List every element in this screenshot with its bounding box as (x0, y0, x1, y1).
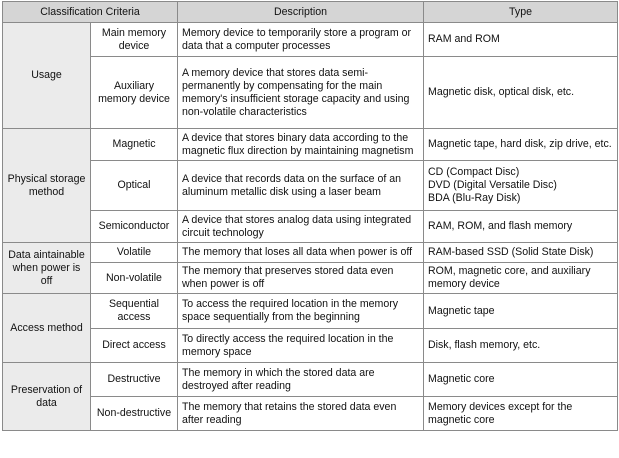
description-cell: The memory that preserves stored data even when power is off (178, 263, 424, 294)
subcategory-cell: Destructive (91, 363, 178, 397)
subcategory-cell: Magnetic (91, 129, 178, 161)
subcategory-cell: Semiconductor (91, 211, 178, 243)
type-line: DVD (Digital Versatile Disc) (428, 179, 557, 191)
subcategory-cell: Volatile (91, 243, 178, 263)
type-cell: Magnetic tape (424, 294, 618, 329)
subcategory-cell: Non-volatile (91, 263, 178, 294)
table-row (3, 263, 618, 294)
type-cell: RAM, ROM, and flash memory (424, 211, 618, 243)
category-preservation: Preservation of data (3, 363, 91, 431)
description-cell: To access the required location in the memory space sequentially from the beginning (178, 294, 424, 329)
type-line: CD (Compact Disc) (428, 166, 520, 178)
table-row (3, 397, 618, 431)
subcategory-cell: Sequential access (91, 294, 178, 329)
table-row (3, 329, 618, 363)
category-usage: Usage (3, 23, 91, 129)
type-cell: Memory devices except for the magnetic core (424, 397, 618, 431)
table-row (3, 57, 618, 129)
subcategory-cell: Auxiliary memory device (91, 57, 178, 129)
description-cell: A device that stores analog data using integrated circuit technology (178, 211, 424, 243)
type-cell (424, 161, 618, 211)
memory-classification-table (2, 1, 618, 431)
type-cell: RAM and ROM (424, 23, 618, 57)
subcategory-cell: Direct access (91, 329, 178, 363)
table-row (3, 129, 618, 161)
type-cell: Magnetic core (424, 363, 618, 397)
table-row (3, 23, 618, 57)
description-cell: The memory that retains the stored data even after reading (178, 397, 424, 431)
subcategory-cell: Optical (91, 161, 178, 211)
table-row (3, 161, 618, 211)
type-cell: Magnetic tape, hard disk, zip drive, etc. (424, 129, 618, 161)
description-cell: Memory device to temporarily store a program or data that a computer processes (178, 23, 424, 57)
description-cell: A device that stores binary data according to the magnetic flux direction by maintaining magnetism (178, 129, 424, 161)
subcategory-cell: Main memory device (91, 23, 178, 57)
description-cell: The memory that loses all data when power is off (178, 243, 424, 263)
subcategory-cell: Non-destructive (91, 397, 178, 431)
category-physical-storage: Physical storage method (3, 129, 91, 243)
table-row (3, 243, 618, 263)
type-cell: ROM, magnetic core, and auxiliary memory device (424, 263, 618, 294)
header-description: Description (178, 2, 424, 23)
table-row (3, 211, 618, 243)
type-cell: Disk, flash memory, etc. (424, 329, 618, 363)
type-cell: RAM-based SSD (Solid State Disk) (424, 243, 618, 263)
header-type: Type (424, 2, 618, 23)
table-row (3, 294, 618, 329)
description-cell: To directly access the required location in the memory space (178, 329, 424, 363)
description-cell: The memory in which the stored data are destroyed after reading (178, 363, 424, 397)
type-cell: Magnetic disk, optical disk, etc. (424, 57, 618, 129)
header-criteria: Classification Criteria (3, 2, 178, 23)
type-line: BDA (Blu-Ray Disk) (428, 192, 521, 204)
category-access-method: Access method (3, 294, 91, 363)
table-row (3, 363, 618, 397)
description-cell: A memory device that stores data semi-permanently by compensating for the main memory's insufficient storage capacity and using non-volatile characteristics (178, 57, 424, 129)
description-cell: A device that records data on the surface of an aluminum metallic disk using a laser beam (178, 161, 424, 211)
header-row (3, 2, 618, 23)
category-power-off: Data aintainable when power is off (3, 243, 91, 294)
